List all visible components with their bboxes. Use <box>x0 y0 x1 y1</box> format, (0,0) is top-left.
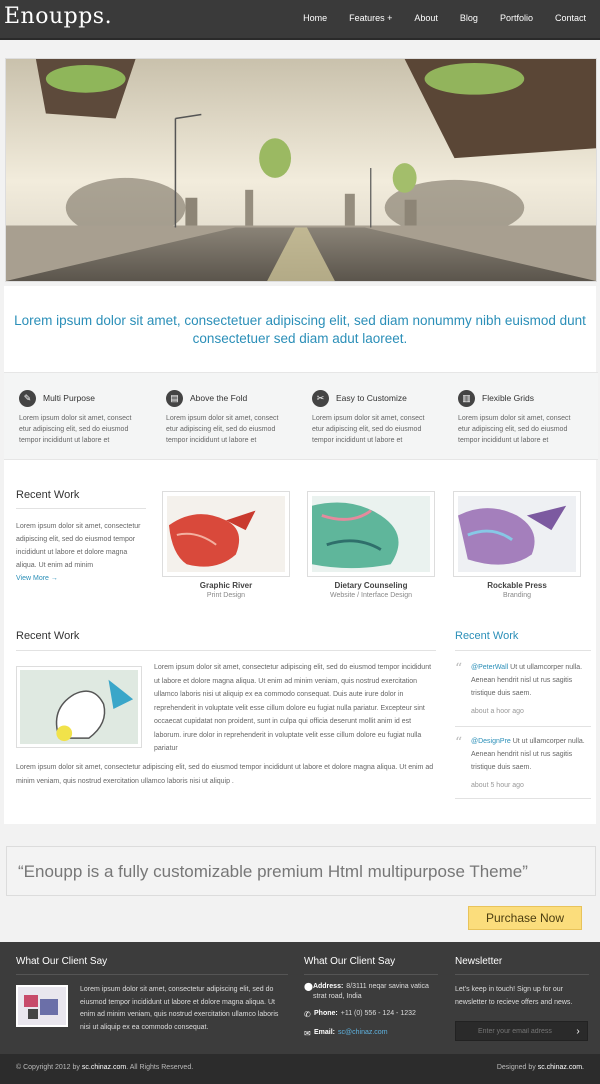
map-pin-icon: ⬤ <box>304 982 313 991</box>
portfolio-caption <box>162 581 290 599</box>
chevron-right-icon[interactable]: › <box>576 1025 580 1037</box>
divider <box>16 650 436 651</box>
newsletter-email-input[interactable] <box>456 1028 569 1035</box>
email-label: Email: <box>314 1029 336 1036</box>
newsletter-text: Let's keep in touch! Sign up for our newsletter to recieve offers and news. <box>455 986 573 1006</box>
portfolio-title[interactable]: Dietary Counseling <box>334 581 408 590</box>
copyright <box>16 1064 193 1071</box>
nav-about[interactable]: About <box>414 13 438 23</box>
article-image <box>16 666 142 748</box>
divider <box>304 974 438 975</box>
portfolio-category: Print Design <box>206 592 246 599</box>
quote-icon: “ <box>455 661 463 677</box>
nav-portfolio[interactable]: Portfolio <box>499 13 533 23</box>
feature-multi-purpose <box>19 389 139 446</box>
nav-contact[interactable]: Contact <box>554 13 586 23</box>
footer-phone <box>304 1010 416 1019</box>
tweet-text <box>471 661 591 700</box>
nav-blog[interactable]: Blog <box>459 13 478 23</box>
tweets-title: Recent Work <box>455 630 519 642</box>
feature-easy-customize <box>312 389 432 446</box>
envelope-icon: ✉ <box>304 1029 311 1038</box>
newsletter-title: Newsletter <box>455 956 503 967</box>
feature-title: Flexible Grids <box>482 393 534 403</box>
footer-clients-title: What Our Client Say <box>16 956 108 967</box>
phone-icon: ✆ <box>304 1010 311 1019</box>
divider <box>455 726 591 727</box>
designed-by <box>497 1064 584 1071</box>
phone-value: +11 (0) 556 - 124 - 1232 <box>340 1010 416 1017</box>
tweet-body: Ut ut ullamcorper nulla. Aenean hendrit nisl ut rus sagitis tristique duis saem. <box>471 664 583 697</box>
tweet-time: about 5 hour ago <box>471 782 524 789</box>
hero-slider-image <box>5 58 597 282</box>
bar-chart-icon: ▥ <box>458 390 475 407</box>
phone-label: Phone: <box>314 1010 338 1017</box>
feature-text: Lorem ipsum dolor sit amet, consect etur adipiscing elit, sed do eiusmod tempor incididunt ut labore et <box>312 415 425 444</box>
feature-title: Easy to Customize <box>336 393 407 403</box>
newsletter-form <box>455 1021 588 1041</box>
recent-work-desc: Lorem ipsum dolor sit amet, consectetur adipiscing elit, sed do eiusmod tempor incididunt ut labore et dolore magna aliqua. Ut enim ad minim <box>16 523 141 569</box>
copyright-site-link[interactable]: sc.chinaz.com <box>81 1064 127 1071</box>
portfolio-title[interactable]: Rockable Press <box>487 581 547 590</box>
portfolio-title[interactable]: Graphic River <box>199 581 253 590</box>
portfolio-thumb-graphic-river[interactable] <box>162 491 290 577</box>
article-paragraph-2: Lorem ipsum dolor sit amet, consectetur adipiscing elit, sed do eiusmod tempor incididunt ut labore et dolore magna aliqua. Ut enim ad minim veniam, quis nostrud exercitation ullamco laboris nisi ut aliquip . <box>16 764 434 785</box>
divider <box>455 650 591 651</box>
divider <box>455 974 589 975</box>
feature-text: Lorem ipsum dolor sit amet, consect etur adipiscing elit, sed do eiusmod tempor incididunt ut labore et <box>19 415 132 444</box>
feature-text: Lorem ipsum dolor sit amet, consect etur adipiscing elit, sed do eiusmod tempor incididunt ut labore et <box>458 415 571 444</box>
footer-clients-text: Lorem ipsum dolor sit amet, consectetur adipiscing elit, sed do eiusmod tempor incididunt ut labore et dolore magna aliqua. Ut enim ad minim veniam, quis nostrud exercitation ullamco laboris nisi ut aliquip ex ea commodo consequat. <box>80 986 279 1031</box>
pencil-icon: ✎ <box>19 390 36 407</box>
tweet-handle[interactable]: @DesignPre <box>471 738 511 745</box>
portfolio-thumb-dietary-counseling[interactable] <box>307 491 435 577</box>
feature-title: Multi Purpose <box>43 393 95 403</box>
divider <box>455 798 591 799</box>
address-label: Address: <box>312 983 344 990</box>
scissors-icon: ✂ <box>312 390 329 407</box>
tweet-item <box>455 661 591 715</box>
nav-home[interactable]: Home <box>303 13 328 23</box>
theme-quote: “Enoupp is a fully customizable premium Html multipurpose Theme” <box>18 862 528 881</box>
top-bar <box>0 0 600 40</box>
client-image <box>16 985 68 1027</box>
feature-flexible-grids <box>458 389 578 446</box>
article-section-title: Recent Work <box>16 630 80 642</box>
divider <box>16 508 146 509</box>
portfolio-thumb-rockable-press[interactable] <box>453 491 581 577</box>
footer-contact-title: What Our Client Say <box>304 956 396 967</box>
recent-work-title: Recent Work <box>16 489 80 501</box>
tweet-text <box>471 735 591 774</box>
portfolio-caption <box>307 581 435 599</box>
recent-work-text <box>16 520 146 585</box>
main-nav <box>281 13 586 23</box>
article-paragraph-1: Lorem ipsum dolor sit amet, consectetur adipiscing elit, sed do eiusmod tempor incididunt ut labore et dolore magna aliqua. Ut enim ad minim veniam, quis nostrud exercitation ullamco laboris nisi ut aliquip ex ea commodo consequat. Duis aute irure dolor in reprehenderit in voluptate velit esse cillum dolore eu fugiat nulla pariatur. Excepteur sint occaecat cupidatat non proident, sunt in culpa qui officia deserunt mollit anim id est laborum. irure dolor in reprehenderit in voluptate velit esse cillum dolore eu fugiat nulla pariatur <box>154 664 432 752</box>
feature-text: Lorem ipsum dolor sit amet, consect etur adipiscing elit, sed do eiusmod tempor incididunt ut labore et <box>166 415 279 444</box>
copyright-prefix: © Copyright 2012 by <box>16 1064 82 1071</box>
purchase-now-button[interactable]: Purchase Now <box>468 906 582 930</box>
tweet-time: about a hoor ago <box>471 708 524 715</box>
nav-features[interactable]: Features + <box>349 13 393 23</box>
address-value: 8/3111 neqar savina vatica strat road, India <box>312 983 429 1000</box>
tweet-body: Ut ut ullamcorper nulla. Aenean hendrit nisl ut rus sagitis tristique duis saem. <box>471 738 585 771</box>
designed-prefix: Designed by <box>496 1064 538 1071</box>
features-band <box>4 372 598 460</box>
footer-address <box>304 982 440 1002</box>
portfolio-caption <box>453 581 581 599</box>
portfolio-category: Branding <box>502 592 532 599</box>
site-logo[interactable]: Enoupps. <box>4 4 113 29</box>
document-icon: ▤ <box>166 390 183 407</box>
quote-icon: “ <box>455 735 463 751</box>
divider <box>16 974 288 975</box>
view-more-link[interactable]: View More → <box>16 575 58 582</box>
designer-link[interactable]: sc.chinaz.com. <box>537 1064 584 1071</box>
copyright-suffix: . All Rights Reserved. <box>126 1064 194 1071</box>
feature-above-the-fold <box>166 389 286 446</box>
email-link[interactable]: sc@chinaz.com <box>338 1029 388 1036</box>
tweet-handle[interactable]: @PeterWall <box>471 664 509 671</box>
intro-tagline: Lorem ipsum dolor sit amet, consectetuer adipiscing elit, sed diam nonummy nibh euismod dunt consectetuer sed diam adut laoreet. <box>14 313 586 346</box>
tweet-item <box>455 735 591 789</box>
feature-title: Above the Fold <box>190 393 248 403</box>
footer-email <box>304 1029 388 1038</box>
portfolio-category: Website / Interface Design <box>330 592 412 599</box>
